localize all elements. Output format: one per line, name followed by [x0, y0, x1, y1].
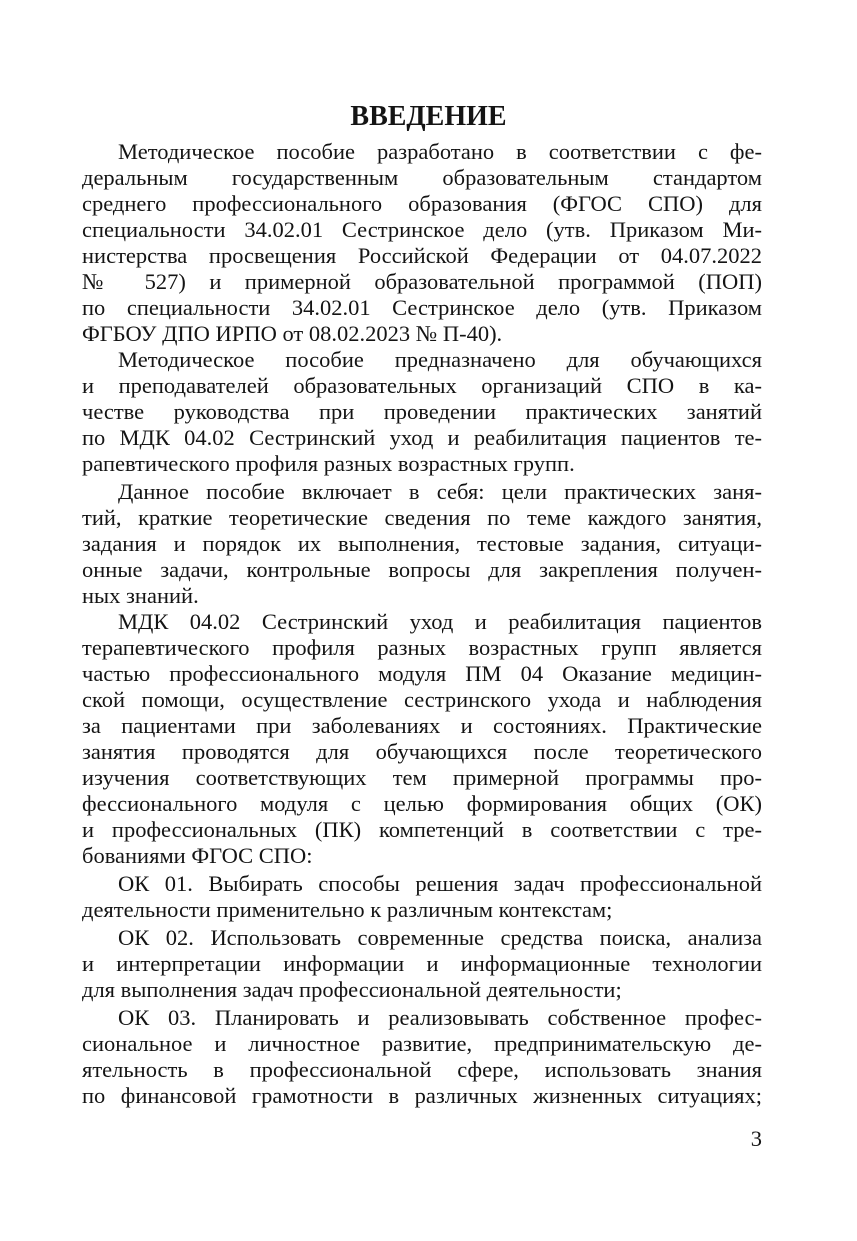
text-line: ФГБОУ ДПО ИРПО от 08.02.2023 № П-40). [82, 321, 503, 346]
text-line: специальности 34.02.01 Сестринское дело (утв. Приказом Ми- [82, 217, 762, 242]
paragraph-ok02 [82, 925, 762, 1003]
text-line: деятельности применительно к различным контекстам; [82, 897, 613, 922]
text-line: Данное пособие включает в себя: цели практических заня- [118, 479, 762, 504]
text-line: по специальности 34.02.01 Сестринское дело (утв. Приказом [82, 295, 762, 320]
text-line: тий, краткие теоретические сведения по теме каждого занятия, [82, 505, 762, 530]
document-body [82, 139, 762, 1109]
paragraph-purpose [82, 347, 762, 477]
text-line: ятельность в профессиональной сфере, использовать знания [82, 1057, 762, 1082]
page-number: 3 [750, 1126, 762, 1151]
text-line: и преподавателей образовательных организаций СПО в ка- [82, 373, 762, 398]
text-line: по МДК 04.02 Сестринский уход и реабилитация пациентов те- [82, 425, 762, 450]
text-line: ных знаний. [82, 583, 199, 608]
text-line: Методическое пособие разработано в соответствии с фе- [118, 139, 762, 164]
text-line: для выполнения задач профессиональной деятельности; [82, 977, 622, 1002]
text-line: среднего профессионального образования (ФГОС СПО) для [82, 191, 762, 216]
text-line: изучения соответствующих тем примерной программы про- [82, 765, 762, 790]
paragraph-intro [82, 139, 762, 347]
text-line: по финансовой грамотности в различных жизненных ситуациях; [82, 1083, 762, 1108]
text-line: занятия проводятся для обучающихся после теоретического [82, 739, 762, 764]
text-line: бованиями ФГОС СПО: [82, 843, 313, 868]
page-title: ВВЕДЕНИЕ [350, 101, 507, 132]
text-line: сиональное и личностное развитие, предпринимательскую де- [82, 1031, 762, 1056]
text-line: и профессиональных (ПК) компетенций в соответствии с тре- [82, 817, 762, 842]
text-line: ской помощи, осуществление сестринского ухода и наблюдения [82, 687, 762, 712]
text-line: онные задачи, контрольные вопросы для закрепления получен- [82, 557, 762, 582]
text-line: ОК 01. Выбирать способы решения задач профессиональной [118, 871, 762, 896]
text-line: фессионального модуля с целью формирования общих (ОК) [82, 791, 762, 816]
text-line: ОК 03. Планировать и реализовывать собственное профес- [118, 1005, 762, 1030]
text-line: задания и порядок их выполнения, тестовые задания, ситуаци- [82, 531, 762, 556]
paragraph-ok03 [82, 1005, 762, 1109]
text-line: № 527) и примерной образовательной программой (ПОП) [82, 269, 762, 294]
text-line: деральным государственным образовательным стандартом [82, 165, 762, 190]
text-line: за пациентами при заболеваниях и состояниях. Практические [82, 713, 762, 738]
text-line: и интерпретации информации и информационные технологии [82, 951, 762, 976]
text-line: частью профессионального модуля ПМ 04 Оказание медицин- [82, 661, 762, 686]
text-line: нистерства просвещения Российской Федерации от 04.07.2022 [82, 243, 762, 268]
text-line: терапевтического профиля разных возрастных групп является [82, 635, 762, 660]
paragraph-mdk [82, 609, 762, 869]
paragraph-ok01 [82, 871, 762, 923]
text-line: честве руководства при проведении практических занятий [82, 399, 762, 424]
text-line: МДК 04.02 Сестринский уход и реабилитация пациентов [118, 609, 762, 634]
text-line: рапевтического профиля разных возрастных групп. [82, 451, 575, 476]
text-line: Методическое пособие предназначено для обучающихся [118, 347, 762, 372]
text-line: ОК 02. Использовать современные средства поиска, анализа [118, 925, 762, 950]
paragraph-contents [82, 479, 762, 609]
